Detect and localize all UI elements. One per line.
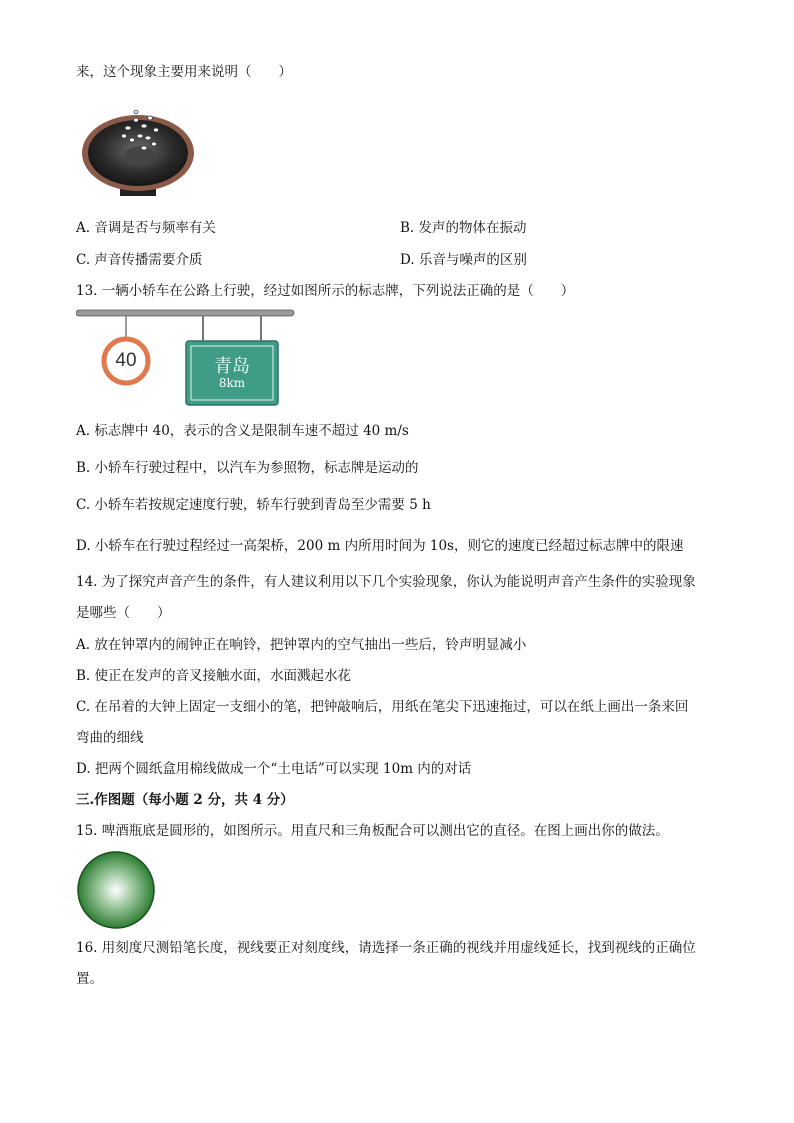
q14-stem-line1: 14. 为了探究声音产生的条件，有人建议利用以下几个实验现象，你认为能说明声音产生条件的实验现象 [76,574,696,590]
place-distance: 8km [218,376,246,390]
q14-option-a: A. 放在钟罩内的闹钟正在响铃，把钟罩内的空气抽出一些后，铃声明显减小 [76,637,527,653]
q14-option-c-line2: 弯曲的细线 [76,730,144,746]
road-sign-figure [76,308,296,413]
q13-option-a: A. 标志牌中 40，表示的含义是限制车速不超过 40 m/s [76,423,409,439]
bottle-bottom-figure [76,850,158,930]
q14-option-b: B. 使正在发声的音叉接触水面，水面溅起水花 [76,668,352,684]
speaker-dustcap [124,146,156,166]
q15-stem: 15. 啤酒瓶底是圆形的，如图所示。用直尺和三角板配合可以测出它的直径。在图上画出你的做法。 [76,823,669,839]
q12-option-b: B. 发声的物体在振动 [400,220,527,236]
sign-bar [76,310,294,316]
q12-tail: 来，这个现象主要用来说明（ ） [76,64,292,80]
q13-option-d: D. 小轿车在行驶过程经过一高架桥，200 m 内所用时间为 10s，则它的速度已经超过标志牌中的限速 [76,538,684,554]
q12-option-c: C. 声音传播需要介质 [76,252,203,268]
q12-option-d: D. 乐音与噪声的区别 [400,252,527,268]
q14-stem-line2: 是哪些（ ） [76,605,171,621]
q14-option-d: D. 把两个圆纸盒用棉线做成一个“土电话”可以实现 10m 内的对话 [76,761,472,777]
q13-option-c: C. 小轿车若按规定速度行驶，轿车行驶到青岛至少需要 5 h [76,497,431,513]
bottle-bottom-circle [78,852,154,928]
q14-option-c-line1: C. 在吊着的大钟上固定一支细小的笔，把钟敲响后，用纸在笔尖下迅速拖过，可以在纸上画出一条来回 [76,699,689,715]
q13-option-b: B. 小轿车行驶过程中，以汽车为参照物，标志牌是运动的 [76,460,419,476]
speaker-figure [78,108,198,208]
place-name: 青岛 [214,356,250,377]
q16-stem-line2: 置。 [76,971,103,987]
speed-limit-value: 40 [115,350,137,371]
q12-option-a: A. 音调是否与频率有关 [76,220,216,236]
q16-stem-line1: 16. 用刻度尺测铅笔长度，视线要正对刻度线，请选择一条正确的视线并用虚线延长，找到视线的正确位 [76,940,696,956]
q13-stem: 13. 一辆小轿车在公路上行驶，经过如图所示的标志牌，下列说法正确的是（ ） [76,283,575,299]
section-3-heading: 三.作图题（每小题 2 分，共 4 分） [76,792,294,808]
